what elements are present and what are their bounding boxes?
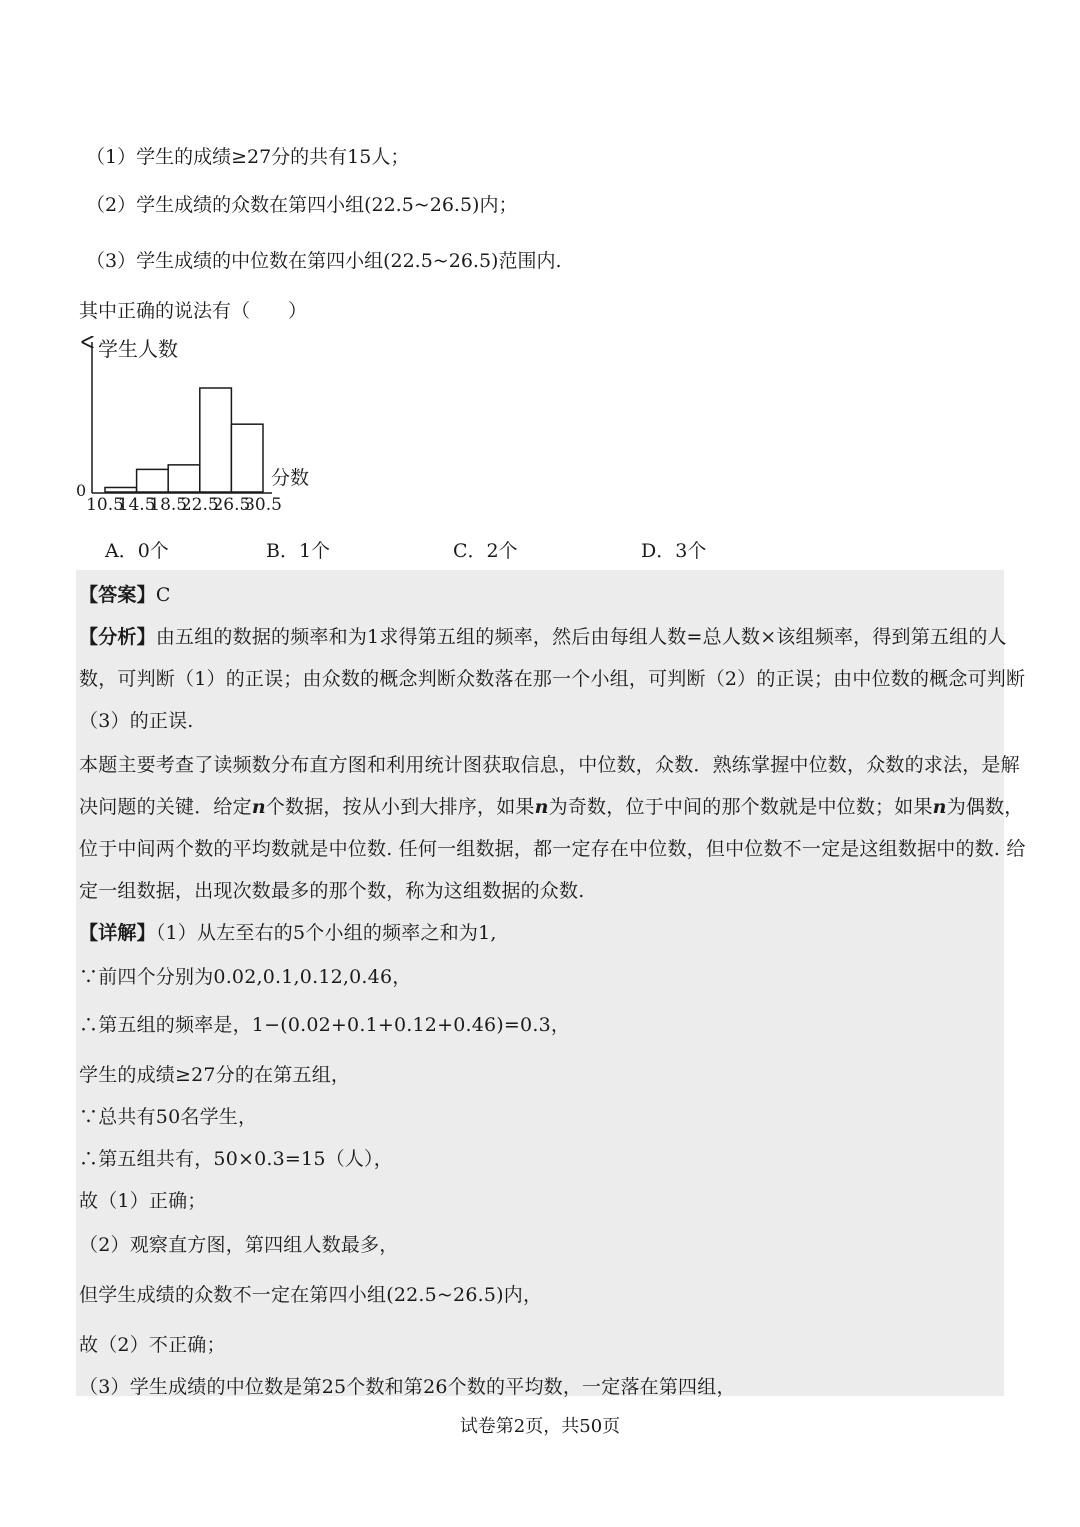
page-footer: 试卷第2页，共50页 bbox=[459, 1416, 621, 1437]
answer-tag: 【答案】 bbox=[79, 584, 156, 606]
choice-a: A．0个 bbox=[105, 540, 169, 562]
analysis-text-5b: 个数据，按从小到大排序，如果 bbox=[265, 796, 535, 818]
origin-label: 0 bbox=[76, 481, 87, 500]
bars-group bbox=[105, 388, 263, 492]
analysis-line-2: 数，可判断（1）的正误；由众数的概念判断众数落在那一个小组，可判断（2）的正误；由中位数的概念可判断 bbox=[79, 668, 1026, 690]
histogram-bar-1 bbox=[105, 487, 137, 492]
analysis-line-1 bbox=[79, 622, 1007, 649]
analysis-line-3: （3）的正误. bbox=[79, 710, 194, 732]
detail-text-1: （1）从左至右的5个小组的频率之和为1, bbox=[155, 922, 497, 944]
analysis-line-5 bbox=[79, 792, 1024, 819]
variable-n-1: n bbox=[251, 796, 266, 818]
y-axis-label: 学生人数 bbox=[98, 337, 178, 361]
histogram-bar-5 bbox=[231, 424, 263, 492]
statement-1: （1）学生的成绩≥27分的共有15人； bbox=[86, 146, 410, 168]
detail-line-7: 故（1）正确； bbox=[79, 1190, 207, 1212]
variable-n-2: n bbox=[534, 796, 549, 818]
analysis-line-6: 位于中间两个数的平均数就是中位数. 任何一组数据，都一定存在中位数，但中位数不一定是这组数据中的数. 给 bbox=[79, 838, 1026, 860]
x-tick-label-3: 18.5 bbox=[149, 495, 188, 515]
detail-tag: 【详解】 bbox=[79, 922, 156, 944]
x-tick-label-4: 22.5 bbox=[180, 495, 219, 515]
question-text: 其中正确的说法有（ ） bbox=[79, 300, 308, 322]
detail-line-1 bbox=[79, 918, 1001, 945]
analysis-tag: 【分析】 bbox=[79, 626, 156, 648]
choice-c: C．2个 bbox=[453, 540, 518, 562]
detail-line-5: ∵总共有50名学生， bbox=[79, 1106, 258, 1128]
detail-line-11: （3）学生成绩的中位数是第25个数和第26个数的平均数，一定落在第四组， bbox=[79, 1376, 736, 1398]
analysis-text-1: 由五组的数据的频率和为1求得第五组的频率，然后由每组人数=总人数×该组频率，得到第五组的人 bbox=[155, 626, 1007, 648]
analysis-text-5d: 为偶数， bbox=[946, 796, 1024, 818]
choice-b: B．1个 bbox=[266, 540, 331, 562]
x-tick-label-5: 26.5 bbox=[212, 495, 251, 515]
x-ticks-group bbox=[86, 495, 282, 515]
x-axis-label: 分数 bbox=[271, 467, 310, 489]
choice-d: D．3个 bbox=[641, 540, 707, 562]
statement-2: （2）学生成绩的众数在第四小组(22.5~26.5)内； bbox=[86, 194, 518, 216]
answer-line bbox=[79, 580, 1001, 607]
histogram-bar-3 bbox=[168, 465, 200, 492]
detail-line-2: ∵前四个分别为0.02,0.1,0.12,0.46， bbox=[79, 966, 412, 988]
histogram-bar-2 bbox=[137, 469, 169, 492]
detail-line-8: （2）观察直方图，第四组人数最多， bbox=[79, 1234, 399, 1256]
statement-3: （3）学生成绩的中位数在第四小组(22.5~26.5)范围内. bbox=[86, 250, 562, 272]
detail-line-9: 但学生成绩的众数不一定在第四小组(22.5~26.5)内， bbox=[79, 1284, 543, 1306]
answer-value: C bbox=[155, 584, 171, 606]
detail-line-6: ∴第五组共有，50×0.3=15（人）， bbox=[79, 1148, 393, 1170]
x-tick-label-6: 30.5 bbox=[244, 495, 282, 515]
detail-line-10: 故（2）不正确； bbox=[79, 1334, 226, 1356]
detail-line-4: 学生的成绩≥27分的在第五组， bbox=[79, 1064, 351, 1086]
x-tick-label-2: 14.5 bbox=[117, 495, 156, 515]
x-tick-label-1: 10.5 bbox=[86, 495, 124, 515]
analysis-line-4: 本题主要考查了读频数分布直方图和利用统计图获取信息，中位数，众数．熟练掌握中位数，众数的求法，是解 bbox=[79, 754, 1020, 776]
analysis-line-7: 定一组数据，出现次数最多的那个数，称为这组数据的众数. bbox=[79, 880, 585, 902]
histogram-chart bbox=[72, 336, 332, 521]
detail-line-3: ∴第五组的频率是，1−(0.02+0.1+0.12+0.46)=0.3， bbox=[79, 1014, 571, 1036]
histogram-bar-4 bbox=[200, 388, 232, 492]
analysis-text-5c: 为奇数，位于中间的那个数就是中位数；如果 bbox=[548, 796, 933, 818]
variable-n-3: n bbox=[932, 796, 947, 818]
analysis-text-5a: 决问题的关键．给定 bbox=[79, 796, 252, 818]
